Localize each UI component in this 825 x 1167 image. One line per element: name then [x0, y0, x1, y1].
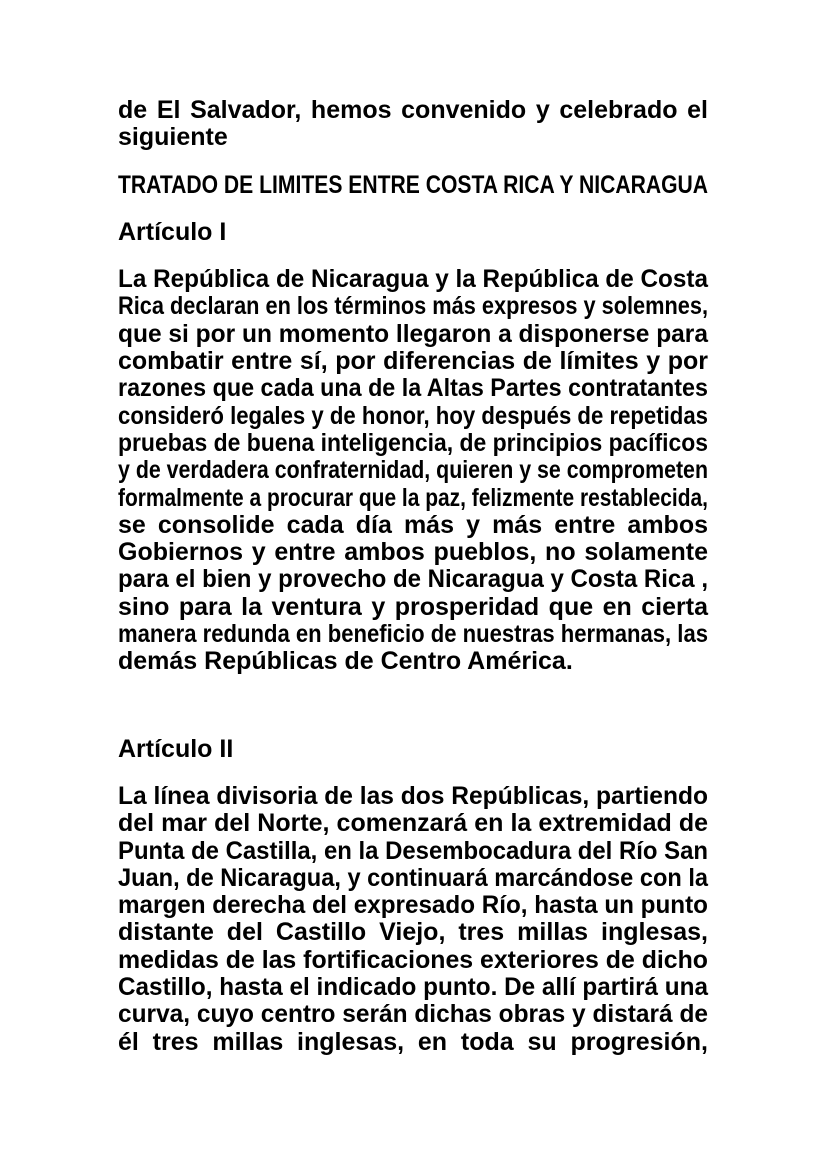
text-run: para el bien y provecho de Nicaragua y Costa Rica ,	[118, 565, 708, 594]
text-run: pruebas de buena inteligencia, de principios pacíficos	[118, 428, 708, 457]
paragraph-line	[118, 947, 708, 974]
text-run: siguiente	[118, 123, 228, 152]
intro-paragraph	[118, 97, 708, 152]
text-run: Artículo II	[118, 734, 234, 763]
text-run: Punta de Castilla, en la Desembocadura del Río San	[118, 836, 708, 865]
text-run: medidas de las fortificaciones exteriores de dicho	[118, 945, 708, 974]
paragraph-line	[118, 594, 708, 621]
paragraph-line	[118, 375, 708, 402]
paragraph-line	[118, 97, 708, 124]
paragraph-line	[118, 321, 708, 348]
paragraph-line	[118, 621, 708, 648]
text-run: Artículo I	[118, 217, 227, 246]
paragraph-line	[118, 892, 708, 919]
text-run: curva, cuyo centro serán dichas obras y distará de	[118, 1000, 708, 1029]
text-run: TRATADO DE LIMITES ENTRE COSTA RICA Y NICARAGUA	[118, 170, 708, 199]
text-run: combatir entre sí, por diferencias de límites y por	[118, 347, 708, 376]
heading-line	[118, 736, 708, 763]
paragraph-line	[118, 485, 708, 512]
paragraph-line	[118, 1001, 708, 1028]
paragraph-line	[118, 974, 708, 1001]
text-run: Juan, de Nicaragua, y continuará marcándose con la	[118, 863, 708, 892]
paragraph-line	[118, 810, 708, 837]
text-run: sino para la ventura y prosperidad que en cierta	[118, 592, 708, 621]
paragraph-line	[118, 430, 708, 457]
heading-line	[118, 219, 708, 246]
text-run: La República de Nicaragua y la República de Costa	[118, 265, 708, 294]
text-run: manera redunda en beneficio de nuestras hermanas, las	[118, 620, 708, 649]
article-2-paragraph	[118, 783, 708, 1056]
article-1-heading	[118, 219, 708, 246]
text-run: que si por un momento llegaron a disponerse para	[118, 319, 708, 348]
paragraph-line	[118, 919, 708, 946]
text-run: se consolide cada día más y más entre ambos	[118, 510, 708, 539]
title-line	[118, 172, 708, 199]
text-run: margen derecha del expresado Río, hasta un punto	[118, 891, 708, 920]
text-run: La línea divisoria de las dos Repúblicas, partiendo	[118, 781, 708, 810]
document-content	[118, 97, 708, 1076]
paragraph-line	[118, 783, 708, 810]
paragraph-line	[118, 1029, 708, 1056]
text-run: razones que cada una de la Altas Partes contratantes	[118, 374, 708, 403]
text-run: Castillo, hasta el indicado punto. De allí partirá una	[118, 973, 708, 1002]
text-run: demás Repúblicas de Centro América.	[118, 647, 573, 676]
text-run: consideró legales y de honor, hoy después de repetidas	[118, 401, 708, 430]
paragraph-line	[118, 865, 708, 892]
text-run: de El Salvador, hemos convenido y celebrado el	[118, 96, 708, 124]
text-run: del mar del Norte, comenzará en la extremidad de	[118, 809, 708, 838]
article-1-paragraph	[118, 266, 708, 675]
paragraph-line	[118, 403, 708, 430]
treaty-title	[118, 172, 708, 199]
text-run: distante del Castillo Viejo, tres millas inglesas,	[118, 918, 708, 947]
text-run: Rica declaran en los términos más expresos y solemnes,	[118, 292, 708, 321]
text-run: y de verdadera confraternidad, quieren y se comprometen	[118, 456, 708, 485]
paragraph-line	[118, 838, 708, 865]
paragraph-line	[118, 457, 708, 484]
text-run: él tres millas inglesas, en toda su progresión,	[118, 1027, 708, 1056]
paragraph-line	[118, 293, 708, 320]
paragraph-line	[118, 348, 708, 375]
text-run: formalmente a procurar que la paz, felizmente restablecida,	[118, 483, 708, 512]
paragraph-line	[118, 539, 708, 566]
article-2-heading	[118, 736, 708, 763]
text-run: Gobiernos y entre ambos pueblos, no solamente	[118, 538, 708, 567]
paragraph-line	[118, 266, 708, 293]
paragraph-line	[118, 566, 708, 593]
paragraph-line	[118, 124, 708, 151]
paragraph-line	[118, 648, 708, 675]
paragraph-line	[118, 512, 708, 539]
